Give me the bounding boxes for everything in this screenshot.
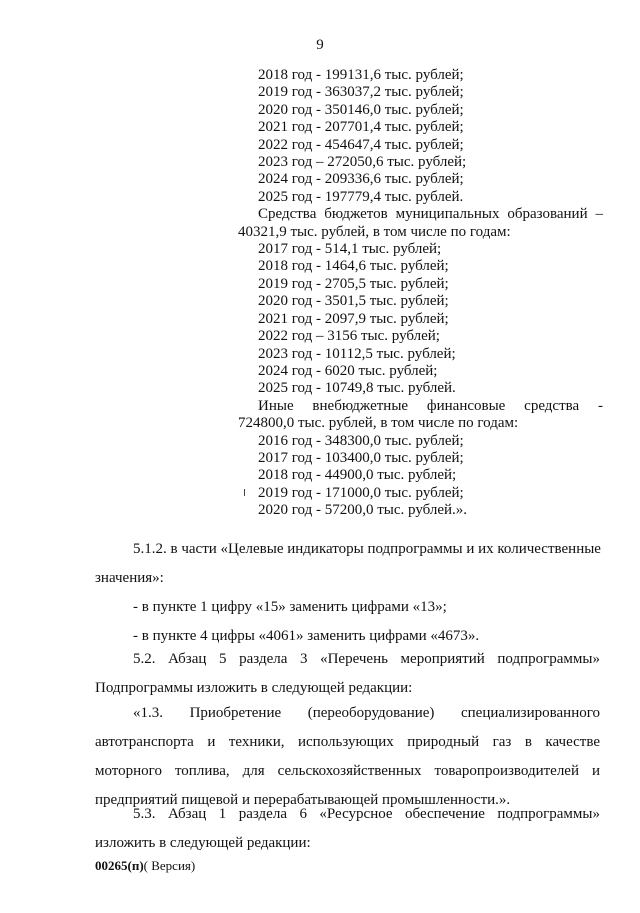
funding-line: 2025 год - 197779,4 тыс. рублей. <box>258 188 464 205</box>
amendment-paragraph-5-3 <box>95 800 600 858</box>
funding-line: 2022 год – 3156 тыс. рублей; <box>258 328 440 345</box>
funding-line: 2024 год - 6020 тыс. рублей; <box>258 362 438 379</box>
document-footer <box>95 858 195 874</box>
paragraph-line: 5.3. Абзац 1 раздела 6 «Ресурсное обеспечение подпрограммы» <box>133 806 600 822</box>
funding-line: 2019 год - 171000,0 тыс. рублей; <box>258 484 464 501</box>
funding-line: 2021 год - 2097,9 тыс. рублей; <box>258 310 449 327</box>
paragraph-line: предприятий пищевой и перерабатывающей промышленности.». <box>95 792 511 808</box>
funding-line: 2022 год - 454647,4 тыс. рублей; <box>258 136 464 153</box>
funding-line: 40321,9 тыс. рублей, в том числе по годам: <box>238 223 511 240</box>
quoted-measure-1-3 <box>95 699 600 815</box>
paragraph-line: 5.1.2. в части «Целевые индикаторы подпрограммы и их количественные <box>133 541 601 557</box>
funding-line: 2018 год - 1464,6 тыс. рублей; <box>258 258 449 275</box>
paragraph-line: «1.3. Приобретение (переоборудование) специализированного <box>133 705 600 721</box>
amendment-paragraph-5-2 <box>95 645 600 703</box>
paragraph-line: значения»: <box>95 570 164 586</box>
funding-cell-text <box>238 67 603 520</box>
paragraph-line: - в пункте 4 цифры «4061» заменить цифрами «4673». <box>133 628 480 644</box>
funding-heading-line: Иные внебюджетные финансовые средства - <box>258 397 603 414</box>
funding-line: 2017 год - 103400,0 тыс. рублей; <box>258 449 464 466</box>
funding-line: 2016 год - 348300,0 тыс. рублей; <box>258 432 464 449</box>
funding-line: 2020 год - 350146,0 тыс. рублей; <box>258 101 464 118</box>
funding-line: 2019 год - 2705,5 тыс. рублей; <box>258 275 449 292</box>
funding-line: 2024 год - 209336,6 тыс. рублей; <box>258 171 464 188</box>
funding-line: 724800,0 тыс. рублей, в том числе по годам: <box>238 415 519 432</box>
funding-line: 2021 год - 207701,4 тыс. рублей; <box>258 119 464 136</box>
funding-line: 2020 год - 57200,0 тыс. рублей.». <box>258 502 468 519</box>
paragraph-line: Подпрограммы изложить в следующей редакции: <box>95 680 413 696</box>
amendment-paragraph-5-1-2 <box>95 535 600 651</box>
paragraph-line: - в пункте 1 цифру «15» заменить цифрами «13»; <box>133 599 447 615</box>
funding-line: 2023 год - 10112,5 тыс. рублей; <box>258 345 456 362</box>
paragraph-line: автотранспорта и техники, использующих природный газ в качестве <box>95 734 600 750</box>
document-code: 00265(п) <box>95 858 144 873</box>
paragraph-line: изложить в следующей редакции: <box>95 835 311 851</box>
funding-line: 2018 год - 199131,6 тыс. рублей; <box>258 67 464 83</box>
funding-line: 2017 год - 514,1 тыс. рублей; <box>258 241 442 258</box>
funding-line: 2023 год – 272050,6 тыс. рублей; <box>258 154 467 171</box>
funding-line: 2018 год - 44900,0 тыс. рублей; <box>258 467 457 484</box>
page-number: 9 <box>316 37 324 53</box>
funding-heading-line: Средства бюджетов муниципальных образований – <box>258 206 603 223</box>
scan-mark <box>244 489 245 496</box>
paragraph-line: моторного топлива, для сельскохозяйственных товаропроизводителей и <box>95 763 600 779</box>
paragraph-line: 5.2. Абзац 5 раздела 3 «Перечень мероприятий подпрограммы» <box>133 651 600 667</box>
funding-line: 2025 год - 10749,8 тыс. рублей. <box>258 380 456 397</box>
version-label: ( Версия) <box>143 858 196 873</box>
funding-line: 2020 год - 3501,5 тыс. рублей; <box>258 293 449 310</box>
funding-line: 2019 год - 363037,2 тыс. рублей; <box>258 84 464 101</box>
